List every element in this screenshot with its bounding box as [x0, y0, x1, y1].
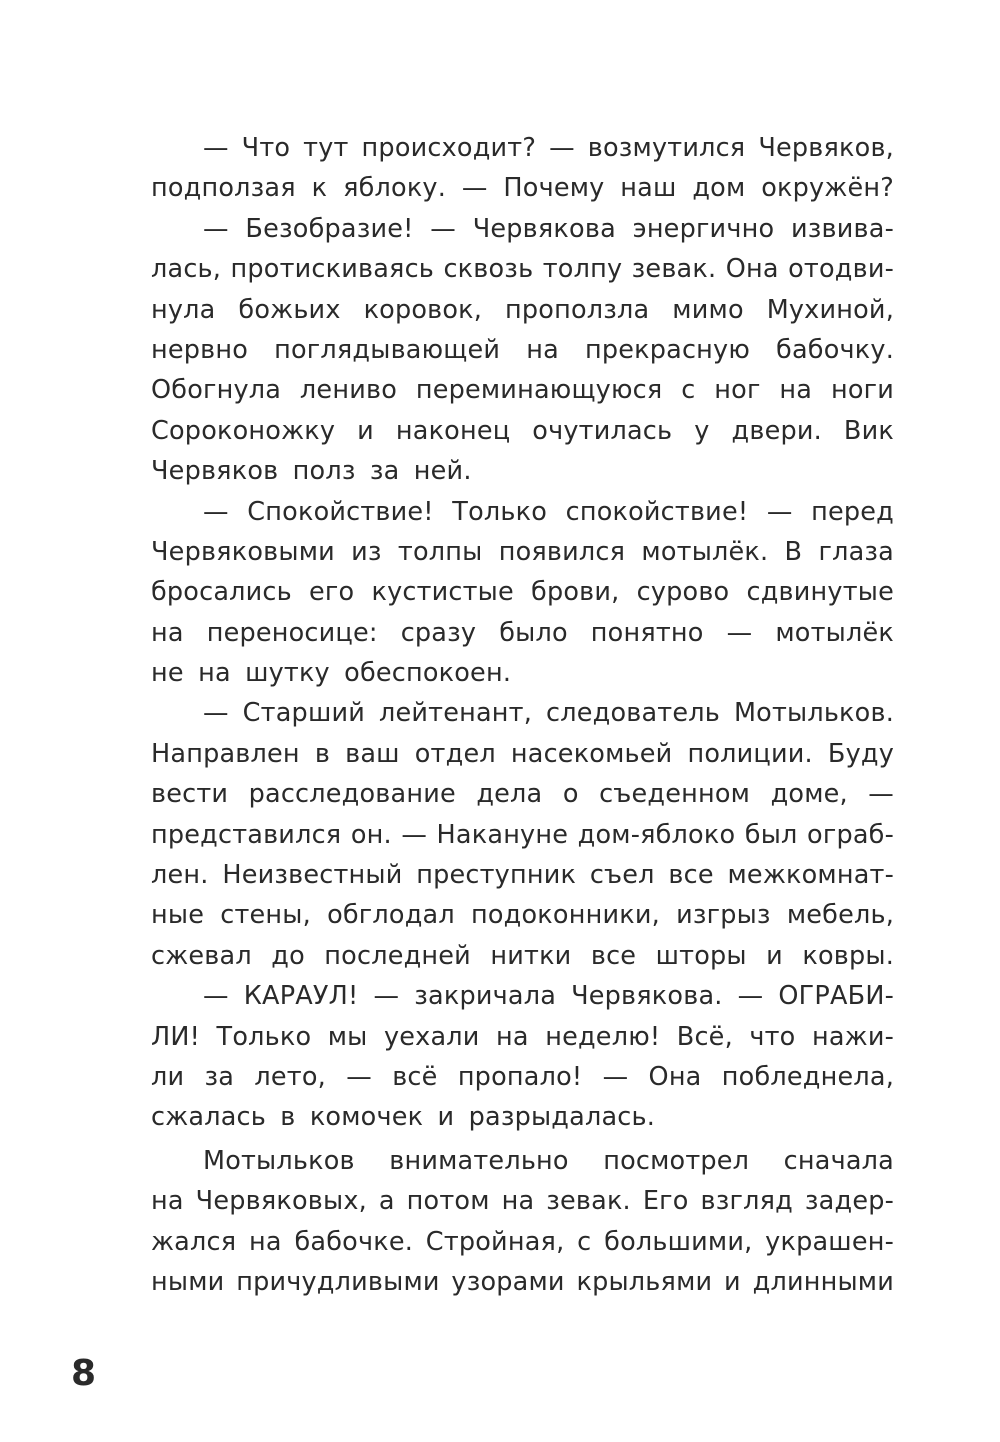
- body-text: [151, 128, 894, 1302]
- text-line: сжевал до последней нитки все шторы и ковры.: [151, 940, 894, 971]
- text-line: лен. Неизвестный преступник съел все межкомнат-: [151, 860, 894, 891]
- text-line: Направлен в ваш отдел насекомьей полиции. Буду: [151, 738, 894, 769]
- text-line: — КАРАУЛ! — закричала Червякова. — ОГРАБИ-: [203, 981, 894, 1012]
- page-number: 8: [71, 1353, 97, 1394]
- text-line: — Что тут происходит? — возмутился Червяков,: [203, 133, 894, 163]
- text-line: Червяков полз за ней.: [151, 456, 472, 487]
- text-line: представился он. — Накануне дом-яблоко был ограб-: [151, 819, 894, 850]
- text-line: не на шутку обеспокоен.: [151, 658, 512, 689]
- text-line: нула божьих коровок, проползла мимо Мухиной,: [151, 294, 894, 325]
- text-line: Мотыльков внимательно посмотрел сначала: [203, 1145, 894, 1176]
- text-line: лась, протискиваясь сквозь толпу зевак. Она отодви-: [151, 254, 894, 285]
- text-line: ЛИ! Только мы уехали на неделю! Всё, что нажи-: [151, 1021, 894, 1052]
- text-line: ными причудливыми узорами крыльями и длинными: [151, 1266, 894, 1297]
- text-line: бросались его кустистые брови, сурово сдвинутые: [151, 577, 894, 608]
- text-line: Сороконожку и наконец очутилась у двери. Вик: [151, 415, 894, 446]
- text-line: — Безобразие! — Червякова энергично извива-: [203, 213, 894, 244]
- text-line: на Червяковых, а потом на зевак. Его взгляд задер-: [151, 1186, 894, 1217]
- text-line: подползая к яблоку. — Почему наш дом окружён?: [151, 173, 894, 204]
- text-line: вести расследование дела о съеденном доме, —: [151, 779, 894, 810]
- text-line: — Старший лейтенант, следователь Мотыльков.: [203, 698, 894, 729]
- text-line: сжалась в комочек и разрыдалась.: [151, 1102, 656, 1133]
- text-line: Обогнула лениво переминающуюся с ног на ноги: [151, 375, 894, 406]
- text-line: — Спокойствие! Только спокойствие! — перед: [203, 496, 894, 527]
- text-line: Червяковыми из толпы появился мотылёк. В глаза: [151, 536, 894, 567]
- text-line: ли за лето, — всё пропало! — Она побледнела,: [151, 1061, 894, 1092]
- text-line: на переносице: сразу было понятно — мотылёк: [151, 617, 894, 648]
- text-line: ные стены, обглодал подоконники, изгрыз мебель,: [151, 900, 894, 931]
- text-line: жался на бабочке. Стройная, с большими, украшен-: [151, 1226, 894, 1257]
- text-line: нервно поглядывающей на прекрасную бабочку.: [151, 334, 894, 365]
